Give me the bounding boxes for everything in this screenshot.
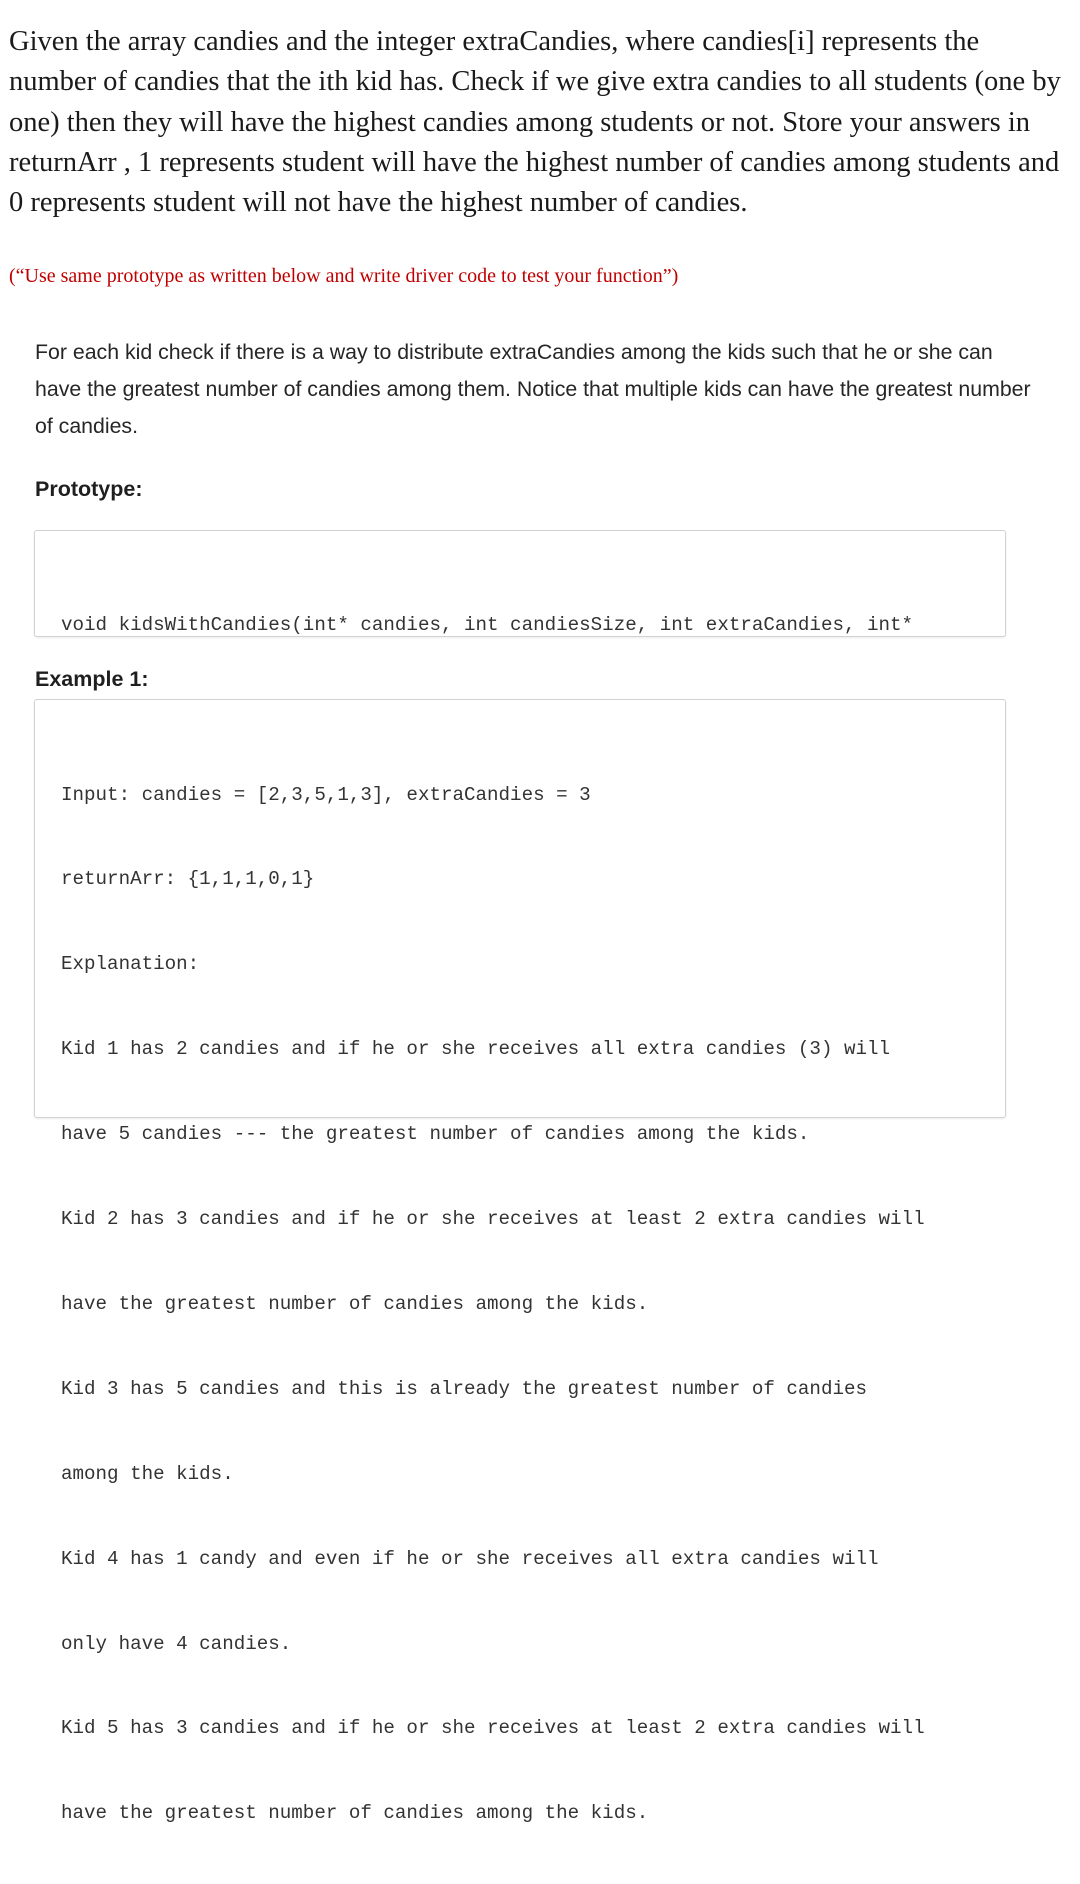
example-code-line: returnArr: {1,1,1,0,1}: [61, 868, 315, 891]
example-code-line: have the greatest number of candies among the kids.: [61, 1802, 649, 1825]
problem-description: For each kid check if there is a way to distribute extraCandies among the kids such that he or she can have the greatest number of candies among them. Notice that multiple kids can have the greatest number of candies.: [35, 340, 1031, 439]
prototype-note: (“Use same prototype as written below and write driver code to test your function”): [9, 265, 679, 287]
example-code-line: Kid 4 has 1 candy and even if he or she receives all extra candies will: [61, 1547, 879, 1570]
example-code-line: among the kids.: [61, 1462, 234, 1485]
example-code-line: have 5 candies --- the greatest number of candies among the kids.: [61, 1123, 810, 1146]
example-1-code: [61, 724, 925, 1884]
example-code-line: Explanation:: [61, 953, 200, 976]
example-code-line: Kid 3 has 5 candies and this is already the greatest number of candies: [61, 1377, 868, 1400]
example-code-line: Kid 5 has 3 candies and if he or she receives at least 2 extra candies will: [61, 1717, 925, 1740]
example-code-line: Kid 2 has 3 candies and if he or she receives at least 2 extra candies will: [61, 1208, 925, 1231]
example-1-heading: Example 1:: [35, 667, 149, 691]
example-code-line: have the greatest number of candies among the kids.: [61, 1292, 649, 1315]
prototype-code-box: [34, 530, 1006, 637]
intro-paragraph: Given the array candies and the integer extraCandies, where candies[i] represents the number of candies that the ith kid has. Check if we give extra candies to all students (one by one) then they will have the highest candies among students or not. Store your answers in returnArr , 1 represents student will have the highest number of candies among students and 0 represents student will not have the highest number of candies.: [9, 26, 1061, 219]
example-code-line: only have 4 candies.: [61, 1632, 292, 1655]
prototype-code-line: void kidsWithCandies(int* candies, int candiesSize, int extraCandies, int*: [61, 614, 914, 636]
prototype-heading: Prototype:: [35, 477, 143, 501]
example-code-line: Input: candies = [2,3,5,1,3], extraCandies = 3: [61, 783, 591, 806]
example-1-code-box: [34, 699, 1006, 1825]
example-code-line: Kid 1 has 2 candies and if he or she receives all extra candies (3) will: [61, 1038, 891, 1061]
